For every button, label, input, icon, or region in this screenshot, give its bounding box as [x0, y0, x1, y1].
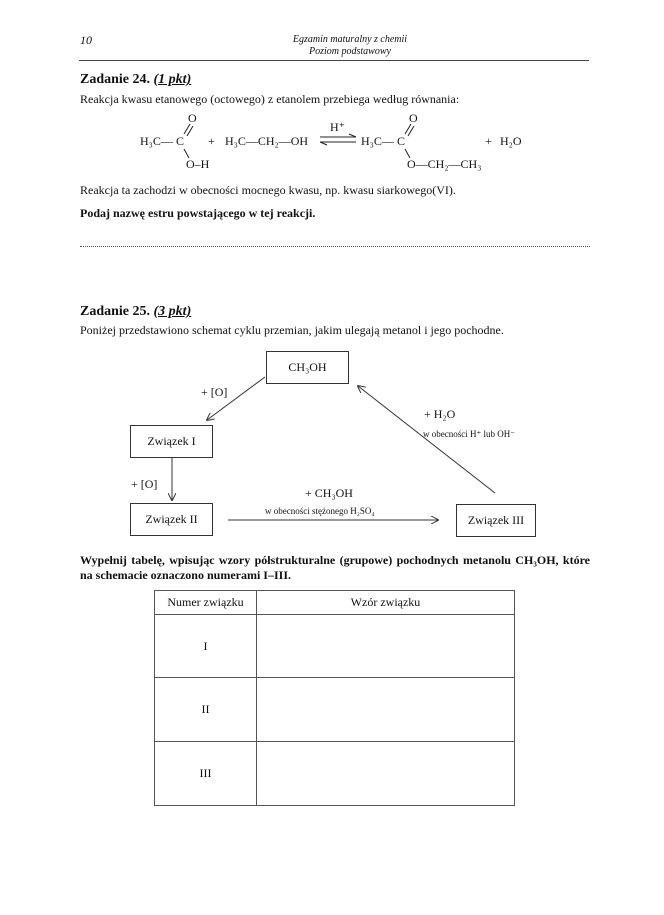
- answer-cell-III[interactable]: [257, 742, 515, 806]
- table-row: [155, 742, 515, 806]
- compound3-box: Związek III: [456, 504, 536, 537]
- catalyst-label: H⁺: [330, 120, 345, 134]
- ester-carbon: C: [397, 134, 406, 148]
- task25-points: (3 pkt): [153, 304, 192, 319]
- compound1-box: Związek I: [130, 425, 213, 458]
- task24-intro: Reakcja kwasu etanowego (octowego) z etanolem przebiega według równania:: [80, 92, 460, 106]
- acid-carbonyl-oxygen: O: [188, 111, 197, 125]
- task25-intro: Poniżej przedstawiono schemat cyklu przemian, jakim ulegają metanol i jego pochodne.: [80, 323, 504, 337]
- ester-carbonyl-oxygen: O: [409, 111, 418, 125]
- row-number-I: I: [155, 615, 257, 678]
- acid-hydroxyl: O–H: [186, 157, 210, 171]
- column-header-formula: Wzór związku: [257, 591, 515, 615]
- methanol-box: CH₃OH: [266, 351, 349, 384]
- task24-points: (1 pkt): [153, 72, 192, 87]
- row-number-II: II: [155, 678, 257, 742]
- plus-sign-2: +: [485, 134, 492, 148]
- acid-carbon: C: [176, 134, 185, 148]
- task24-instruction: Podaj nazwę estru powstającego w tej reakcji.: [80, 206, 316, 220]
- header-exam-title: Egzamin maturalny z chemii: [292, 34, 408, 45]
- step4-label: + H₂O: [424, 407, 456, 421]
- task24-catalyst-note: Reakcja ta zachodzi w obecności mocnego kwasu, np. kwasu siarkowego(VI).: [80, 183, 456, 197]
- compound2-box: Związek II: [130, 503, 213, 536]
- column-header-number: Numer związku: [155, 591, 257, 615]
- plus-sign-1: +: [208, 134, 215, 148]
- answer-table: [154, 590, 515, 806]
- ester-chain: O—CH₂—CH₃: [407, 157, 482, 171]
- page-number: 10: [80, 33, 92, 47]
- task25-number: Zadanie 25.: [80, 304, 151, 319]
- ester-methyl: H₃C—: [361, 134, 394, 148]
- table-row: [155, 678, 515, 742]
- step2-label: + [O]: [131, 477, 158, 491]
- task25-instruction: Wypełnij tabelę, wpisując wzory półstrukturalne (grupowe) pochodnych metanolu CH₃OH, które na schemacie oznaczono numerami I–III.: [80, 553, 590, 582]
- table-header-row: [155, 591, 515, 615]
- water-formula: H₂O: [500, 134, 522, 148]
- step3-condition: w obecności stężonego H₂SO₄: [265, 506, 375, 516]
- ethanol-formula: H₃C—CH₂—OH: [225, 134, 309, 148]
- answer-cell-II[interactable]: [257, 678, 515, 742]
- header-level: Poziom podstawowy: [309, 46, 391, 57]
- row-number-III: III: [155, 742, 257, 806]
- step3-label: + CH₃OH: [305, 486, 353, 500]
- acid-methyl: H₃C—: [140, 134, 173, 148]
- step1-label: + [O]: [201, 385, 228, 399]
- step4-condition: w obecności H⁺ lub OH⁻: [423, 429, 515, 439]
- task24-number: Zadanie 24.: [80, 72, 151, 87]
- answer-cell-I[interactable]: [257, 615, 515, 678]
- table-row: [155, 615, 515, 678]
